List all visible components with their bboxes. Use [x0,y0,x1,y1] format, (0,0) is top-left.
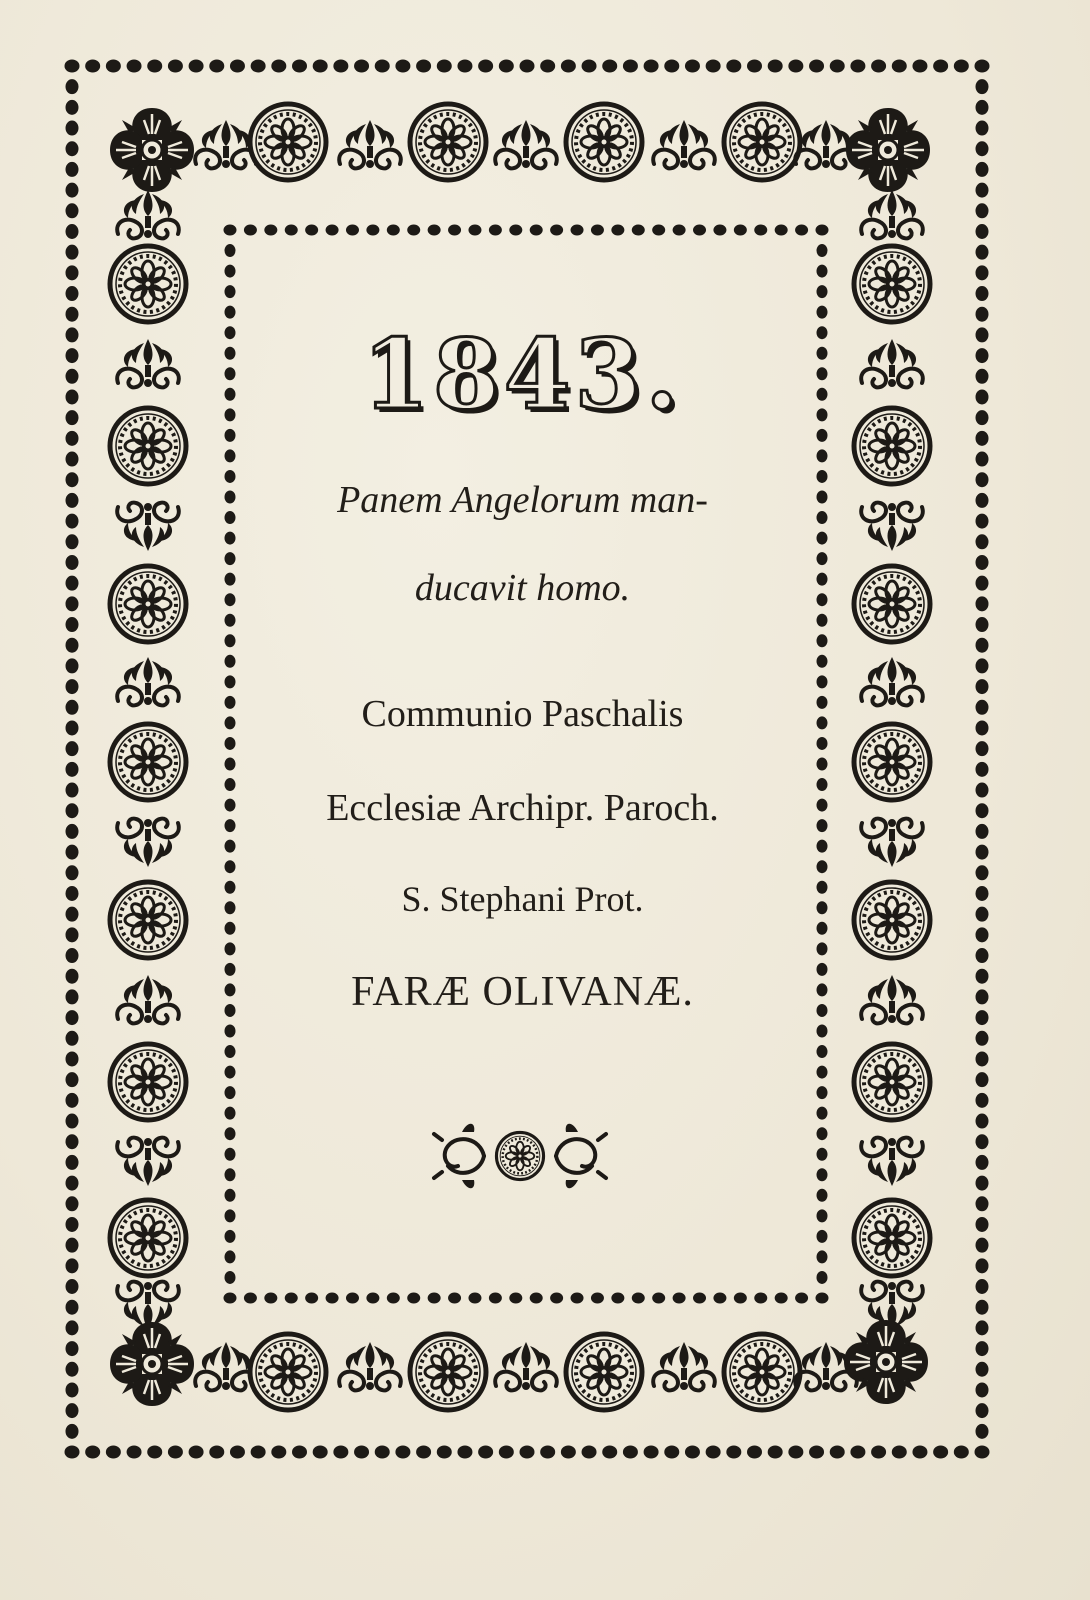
vignette-ornament-icon [434,1124,606,1189]
four-petal-corner-flower-icon [846,108,930,192]
rosette-medallion-icon [410,1334,486,1410]
palmette-scroll-icon [195,1342,257,1390]
bottom-ornament-band [110,1320,928,1410]
palmette-scroll-icon [653,120,715,168]
rosette-medallion-icon [110,724,186,800]
rosette-medallion-icon [724,1334,800,1410]
rosette-medallion-icon [410,104,486,180]
rosette-medallion-icon [566,104,642,180]
year-heading: 1843. [362,318,683,431]
four-petal-corner-flower-icon [110,108,194,192]
rosette-medallion-icon [854,1200,930,1276]
top-ornament-band [110,104,930,192]
rosette-medallion-icon [110,408,186,484]
rosette-medallion-icon [250,1334,326,1410]
rosette-medallion-icon [110,1044,186,1120]
palmette-scroll-icon [495,1342,557,1390]
palmette-scroll-icon [339,1342,401,1390]
palmette-scroll-icon [117,819,179,867]
palmette-scroll-icon [117,190,179,238]
palmette-scroll-icon [861,190,923,238]
palmette-scroll-icon [861,1282,923,1330]
palmette-scroll-icon [117,657,179,705]
rosette-medallion-icon [724,104,800,180]
palmette-scroll-icon [495,120,557,168]
four-petal-corner-flower-icon [844,1320,928,1404]
palmette-scroll-icon [653,1342,715,1390]
rosette-medallion-icon [250,104,326,180]
verse-line-1: Panem Angelorum man- [337,479,708,521]
place-name: FARÆ OLIVANÆ. [351,969,694,1015]
title-line-communio: Communio Paschalis [361,693,684,735]
palmette-scroll-icon [117,975,179,1023]
palmette-scroll-icon [117,1282,179,1330]
palmette-scroll-icon [339,120,401,168]
palmette-scroll-icon [117,503,179,551]
rosette-medallion-icon [854,408,930,484]
rosette-medallion-icon [854,882,930,958]
rosette-medallion-icon [110,566,186,642]
rosette-medallion-icon [854,566,930,642]
right-ornament-band [854,190,930,1330]
palmette-scroll-icon [861,503,923,551]
outer-dotted-border [65,60,990,1459]
rosette-medallion-icon [110,882,186,958]
palmette-scroll-icon [861,339,923,387]
title-line-stephani: S. Stephani Prot. [401,879,644,919]
palmette-scroll-icon [195,120,257,168]
rosette-medallion-icon [110,1200,186,1276]
rosette-medallion-icon [854,724,930,800]
verse-line-2: ducavit homo. [414,567,631,609]
four-petal-corner-flower-icon [110,1322,194,1406]
palmette-scroll-icon [861,975,923,1023]
palmette-scroll-icon [117,1138,179,1186]
palmette-scroll-icon [861,1138,923,1186]
rosette-medallion-icon [110,246,186,322]
rosette-medallion-icon [854,1044,930,1120]
rosette-medallion-icon [566,1334,642,1410]
title-line-ecclesiae: Ecclesiæ Archipr. Paroch. [326,787,719,829]
palmette-scroll-icon [861,819,923,867]
rosette-medallion-icon [854,246,930,322]
palmette-scroll-icon [117,339,179,387]
palmette-scroll-icon [861,657,923,705]
left-ornament-band [110,190,186,1330]
